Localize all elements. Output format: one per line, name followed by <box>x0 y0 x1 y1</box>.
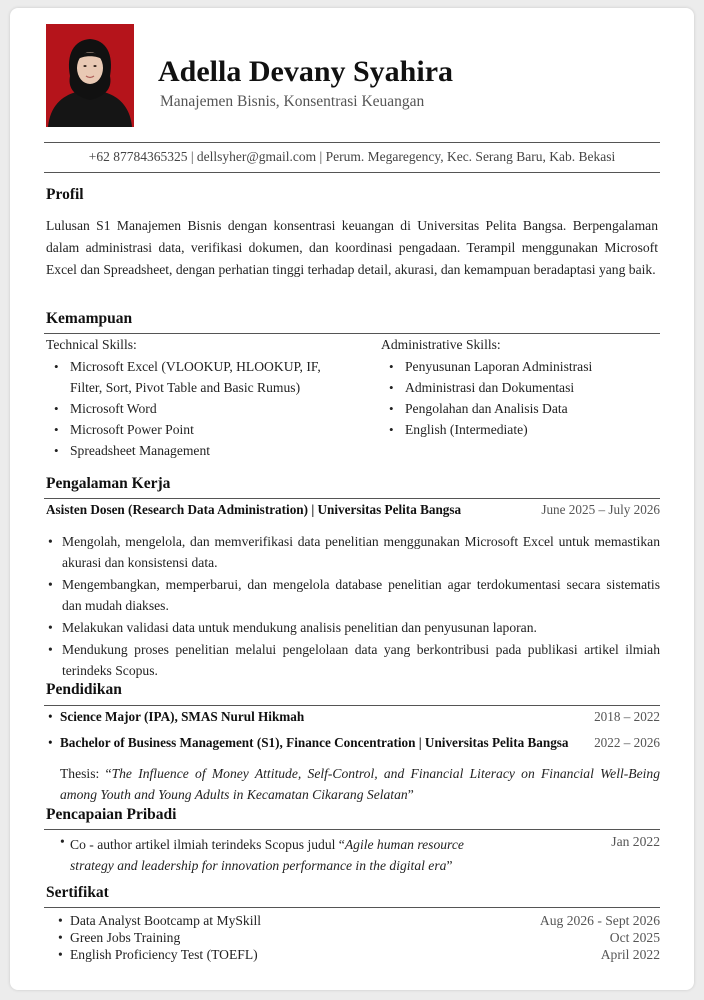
certificate-name: Green Jobs Training <box>70 930 181 945</box>
certificate-name: English Proficiency Test (TOEFL) <box>70 947 258 962</box>
certificate-item <box>46 929 660 946</box>
section-title-pendidikan: Pendidikan <box>46 681 122 698</box>
skill-item: • Spreadsheet Management <box>46 441 356 462</box>
section-rule-pendidikan <box>44 705 660 706</box>
skill-item: • Penyusunan Laporan Administrasi <box>381 357 661 378</box>
profil-text: Lulusan S1 Manajemen Bisnis dengan konsentrasi keuangan di Universitas Pelita Bangsa. Berpengalaman dalam administrasi data, verifikasi dokumen, dan koordinasi pengadaan. Terampil menggunakan Microsoft Excel dan Spreadsheet, dengan perhatian tinggi terhadap detail, akurasi, dan kemampuan beradaptasi yang baik. <box>46 218 658 277</box>
section-rule-pengalaman <box>44 498 660 499</box>
resume-page <box>10 8 694 990</box>
section-rule-pencapaian <box>44 829 660 830</box>
experience-bullet: • Mengembangkan, memperbarui, dan mengelola database penelitian agar terdokumentasi secara sistematis dan mudah diakses. <box>46 574 660 616</box>
thesis-label: Thesis: “ <box>60 766 112 781</box>
thesis-close: ” <box>407 787 414 802</box>
experience-bullet: • Mengolah, mengelola, dan memverifikasi data penelitian menggunakan Microsoft Excel untuk memastikan akurasi dan konsistensi data. <box>46 531 660 573</box>
experience-bullet: • Mendukung proses penelitian melalui pengelolaan data yang berkontribusi pada publikasi artikel ilmiah terindeks Scopus. <box>46 639 660 681</box>
technical-skills-list <box>46 357 356 462</box>
achievement-date: Jan 2022 <box>611 834 660 849</box>
candidate-name: Adella Devany Syahira <box>158 55 454 88</box>
education-title: Bachelor of Business Management (S1), Finance Concentration | Universitas Pelita Bangsa <box>60 735 569 750</box>
section-title-pencapaian: Pencapaian Pribadi <box>46 806 177 823</box>
certificate-date: Aug 2026 - Sept 2026 <box>539 913 660 928</box>
certificate-date: Oct 2025 <box>609 930 660 945</box>
skill-item: • Microsoft Word <box>46 399 356 420</box>
certificate-list <box>46 912 660 963</box>
skill-item: • Microsoft Excel (VLOOKUP, HLOOKUP, IF, Filter, Sort, Pivot Table and Basic Rumus) <box>46 357 356 398</box>
thesis-title: The Influence of Money Attitude, Self-Control, and Financial Literacy on Financial Well-Being among Youth and Young Adults in Kecamatan Cikarang Selatan <box>60 766 661 802</box>
section-title-pengalaman: Pengalaman Kerja <box>46 475 171 492</box>
experience-date: June 2025 – July 2026 <box>541 502 660 517</box>
certificate-name: Data Analyst Bootcamp at MySkill <box>70 913 262 928</box>
achievement-prefix: Co - author artikel ilmiah terindeks Scopus judul “ <box>70 837 345 852</box>
bullet-dot: • <box>60 834 65 849</box>
certificate-item <box>46 946 660 963</box>
experience-header <box>46 502 660 518</box>
section-title-kemampuan: Kemampuan <box>46 310 133 327</box>
achievement-suffix: ” <box>446 858 453 873</box>
experience-bullets <box>46 531 660 682</box>
skill-item: • Administrasi dan Dokumentasi <box>381 378 661 399</box>
achievement-article-title: Agile human resource strategy and leadership for innovation performance in the digital era <box>70 837 464 873</box>
header-rule-bottom <box>44 172 660 173</box>
education-date: 2022 – 2026 <box>594 735 660 750</box>
education-title: Science Major (IPA), SMAS Nurul Hikmah <box>60 709 305 724</box>
section-title-sertifikat: Sertifikat <box>46 884 109 901</box>
section-rule-kemampuan <box>44 333 660 334</box>
skill-item: • Microsoft Power Point <box>46 420 356 441</box>
certificate-date: April 2022 <box>600 947 660 962</box>
bullet-dot: • <box>48 709 53 724</box>
thesis-text <box>60 763 660 805</box>
section-title-profil: Profil <box>46 186 84 203</box>
bullet-dot: • <box>48 735 53 750</box>
section-rule-sertifikat <box>44 907 660 908</box>
skill-item: • Pengolahan dan Analisis Data <box>381 399 661 420</box>
experience-role: Asisten Dosen (Research Data Administration) | Universitas Pelita Bangsa <box>46 502 462 517</box>
certificate-item <box>46 912 660 929</box>
header-rule-top <box>44 142 660 143</box>
technical-skills-label: Technical Skills: <box>46 337 137 352</box>
contact-line: +62 87784365325 | dellsyher@gmail.com | Perum. Megaregency, Kec. Serang Baru, Kab. Bekasi <box>88 149 616 164</box>
portrait-icon <box>46 24 134 127</box>
administrative-skills-list <box>381 357 661 441</box>
education-date: 2018 – 2022 <box>594 709 660 724</box>
candidate-subtitle: Manajemen Bisnis, Konsentrasi Keuangan <box>160 93 425 110</box>
skill-item: • English (Intermediate) <box>381 420 661 441</box>
profile-photo <box>46 24 134 127</box>
achievement-text <box>70 834 510 876</box>
administrative-skills-label: Administrative Skills: <box>381 337 501 352</box>
experience-bullet: • Melakukan validasi data untuk mendukung analisis penelitian dan penyusunan laporan. <box>46 617 660 638</box>
